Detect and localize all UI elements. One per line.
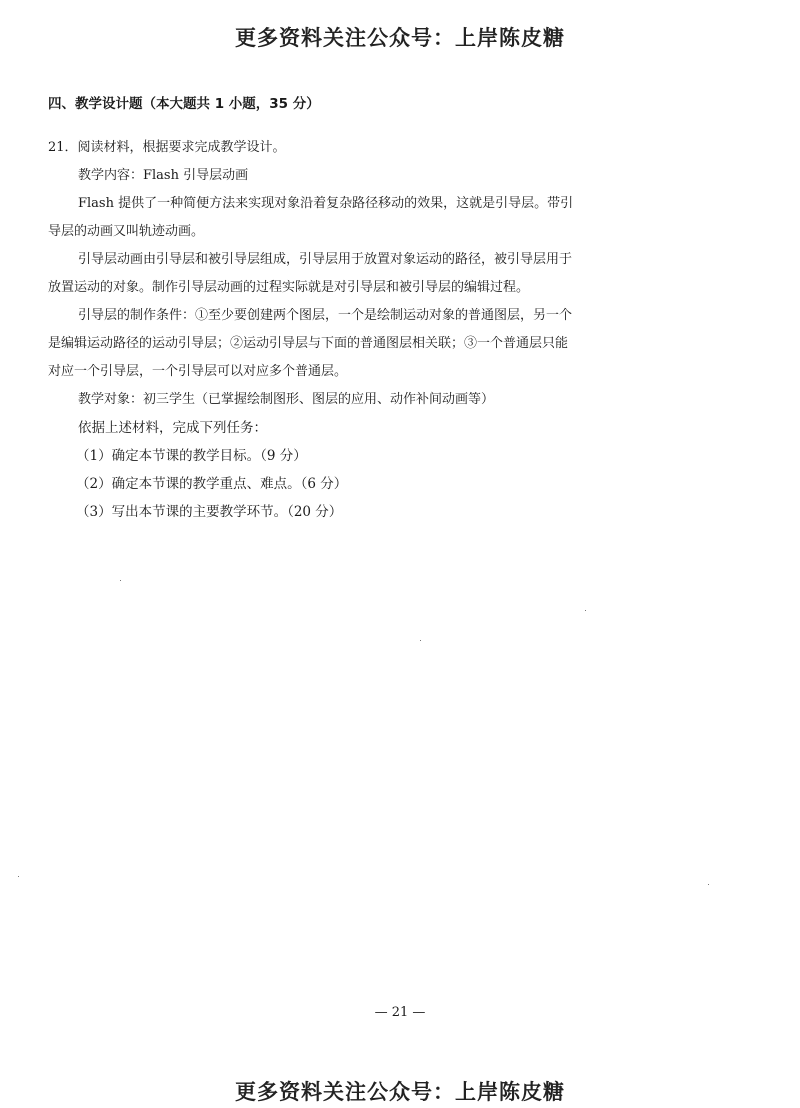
paragraph-3-line-2: 是编辑运动路径的运动引导层；②运动引导层与下面的普通图层相关联；③一个普通层只能: [48, 336, 569, 351]
paragraph-3-line-3: 对应一个引导层，一个引导层可以对应多个普通层。: [48, 364, 348, 379]
question-stem: 21．阅读材料，根据要求完成教学设计。: [48, 140, 286, 155]
scan-speck: [708, 884, 709, 885]
paragraph-1-line-1: Flash 提供了一种简便方法来实现对象沿着复杂路径移动的效果，这就是引导层。带引: [78, 196, 574, 211]
task-item: （1）确定本节课的教学目标。（9 分）: [76, 448, 307, 464]
page-number: — 21 —: [374, 1005, 426, 1020]
task-item: （3）写出本节课的主要教学环节。（20 分）: [76, 504, 343, 520]
task-item: （2）确定本节课的教学重点、难点。（6 分）: [76, 476, 348, 492]
task-instruction: 依据上述材料，完成下列任务：: [78, 420, 267, 436]
scan-speck: [585, 610, 586, 611]
paragraph-2-line-2: 放置运动的对象。制作引导层动画的过程实际就是对引导层和被引导层的编辑过程。: [48, 280, 530, 295]
scan-speck: [18, 876, 19, 877]
footer-banner: 更多资料关注公众号：上岸陈皮糖: [235, 1080, 565, 1104]
content-area: [48, 92, 668, 526]
teaching-content-label: 教学内容：Flash 引导层动画: [78, 168, 249, 183]
paragraph-2-line-1: 引导层动画由引导层和被引导层组成，引导层用于放置对象运动的路径，被引导层用于: [78, 252, 573, 267]
header-banner: 更多资料关注公众号：上岸陈皮糖: [235, 26, 565, 50]
scan-speck: [420, 640, 421, 641]
scan-speck: [120, 580, 121, 581]
paragraph-3-line-1: 引导层的制作条件：①至少要创建两个图层，一个是绘制运动对象的普通图层，另一个: [78, 308, 573, 323]
paragraph-1-line-2: 导层的动画又叫轨迹动画。: [48, 224, 205, 239]
teaching-audience: 教学对象：初三学生（已掌握绘制图形、图层的应用、动作补间动画等）: [78, 392, 495, 407]
section-title: 四、教学设计题（本大题共 1 小题，35 分）: [48, 96, 320, 112]
